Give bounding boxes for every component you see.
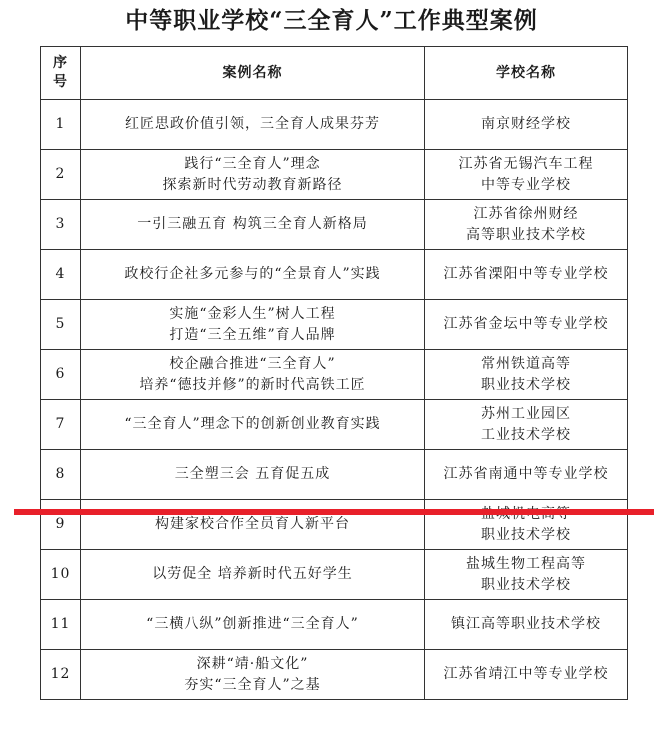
- school-name-line: 苏州工业园区: [481, 405, 571, 422]
- case-name-line: 三全塑三会 五育促五成: [174, 466, 331, 482]
- case-name-line: 一引三融五育 构筑三全育人新格局: [137, 216, 368, 232]
- school-name-cell: [425, 600, 628, 650]
- header-school-name: 学校名称: [425, 47, 628, 100]
- case-name-cell: [81, 600, 425, 650]
- school-name-line: 江苏省无锡汽车工程: [458, 155, 594, 172]
- row-number: 2: [41, 150, 81, 200]
- case-name-cell: [81, 450, 425, 500]
- school-name-line: 镇江高等职业技术学校: [451, 616, 601, 632]
- school-name-cell: [425, 100, 628, 150]
- school-name-cell: [425, 500, 628, 550]
- case-name-cell: [81, 400, 425, 450]
- school-name-cell: [425, 650, 628, 700]
- case-name-cell: [81, 250, 425, 300]
- school-name-line: 江苏省靖江中等专业学校: [443, 666, 609, 682]
- school-name-cell: [425, 550, 628, 600]
- table-row: [41, 150, 628, 200]
- header-number: [41, 47, 81, 100]
- case-name-line: 校企融合推进“三全育人”: [169, 355, 336, 372]
- school-name-cell: [425, 200, 628, 250]
- case-name-line: 构建家校合作全员育人新平台: [155, 516, 350, 532]
- case-name-line: 培养“德技并修”的新时代高铁工匠: [139, 376, 366, 393]
- school-name-line: 江苏省南通中等专业学校: [443, 466, 609, 482]
- case-name-cell: [81, 350, 425, 400]
- row-number: 11: [41, 600, 81, 650]
- header-number-line2: 号: [53, 74, 68, 90]
- case-name-cell: [81, 550, 425, 600]
- school-name-cell: [425, 450, 628, 500]
- table-row: [41, 550, 628, 600]
- case-name-line: 践行“三全育人”理念: [184, 155, 321, 172]
- case-name-cell: [81, 150, 425, 200]
- case-name-line: 以劳促全 培养新时代五好学生: [152, 566, 353, 582]
- table-row: [41, 250, 628, 300]
- document-title: 中等职业学校“三全育人”工作典型案例: [125, 7, 538, 34]
- school-name-line: 中等专业学校: [481, 176, 571, 193]
- case-name-line: 政校行企社多元参与的“全景育人”实践: [124, 266, 381, 282]
- table-header-row: [41, 47, 628, 100]
- school-name-line: 职业技术学校: [481, 526, 571, 543]
- case-name-cell: [81, 100, 425, 150]
- case-name-line: 红匠思政价值引领，三全育人成果芬芳: [125, 116, 380, 132]
- school-name-cell: [425, 250, 628, 300]
- row-number: 6: [41, 350, 81, 400]
- table-row: [41, 100, 628, 150]
- table-row: [41, 350, 628, 400]
- school-name-line: 高等职业技术学校: [466, 226, 586, 243]
- case-name-cell: [81, 650, 425, 700]
- school-name-line: 职业技术学校: [481, 576, 571, 593]
- case-name-cell: [81, 300, 425, 350]
- school-name-line: 江苏省徐州财经: [473, 205, 579, 222]
- school-name-cell: [425, 300, 628, 350]
- row-number: 4: [41, 250, 81, 300]
- table-row: [41, 500, 628, 550]
- case-name-cell: [81, 500, 425, 550]
- cases-table: [40, 46, 628, 700]
- red-highlight-line: [14, 509, 654, 515]
- case-name-line: “三横八纵”创新推进“三全育人”: [146, 616, 359, 632]
- row-number: 5: [41, 300, 81, 350]
- school-name-line: 盐城生物工程高等: [466, 555, 586, 572]
- table-row: [41, 400, 628, 450]
- row-number: 1: [41, 100, 81, 150]
- table-body: [41, 100, 628, 700]
- school-name-cell: [425, 150, 628, 200]
- table-row: [41, 300, 628, 350]
- row-number: 3: [41, 200, 81, 250]
- school-name-line: 工业技术学校: [481, 426, 571, 443]
- table-row: [41, 650, 628, 700]
- case-name-line: 探索新时代劳动教育新路径: [162, 176, 343, 193]
- header-case-name: 案例名称: [81, 47, 425, 100]
- table-row: [41, 200, 628, 250]
- school-name-line: 南京财经学校: [481, 116, 571, 132]
- case-name-line: 实施“金彩人生”树人工程: [169, 305, 336, 322]
- school-name-line: 江苏省溧阳中等专业学校: [443, 266, 609, 282]
- school-name-line: 职业技术学校: [481, 376, 571, 393]
- row-number: 10: [41, 550, 81, 600]
- school-name-line: 常州铁道高等: [481, 355, 571, 372]
- school-name-cell: [425, 350, 628, 400]
- row-number: 8: [41, 450, 81, 500]
- case-name-line: 打造“三全五维”育人品牌: [169, 326, 336, 343]
- row-number: 7: [41, 400, 81, 450]
- row-number: 9: [41, 500, 81, 550]
- school-name-line: 江苏省金坛中等专业学校: [443, 316, 609, 332]
- case-name-line: 深耕“靖·船文化”: [196, 655, 309, 672]
- case-name-cell: [81, 200, 425, 250]
- row-number: 12: [41, 650, 81, 700]
- header-number-line1: 序: [53, 55, 68, 71]
- table-row: [41, 450, 628, 500]
- case-name-line: “三全育人”理念下的创新创业教育实践: [124, 416, 381, 432]
- school-name-cell: [425, 400, 628, 450]
- table-row: [41, 600, 628, 650]
- case-name-line: 夯实“三全育人”之基: [184, 676, 321, 693]
